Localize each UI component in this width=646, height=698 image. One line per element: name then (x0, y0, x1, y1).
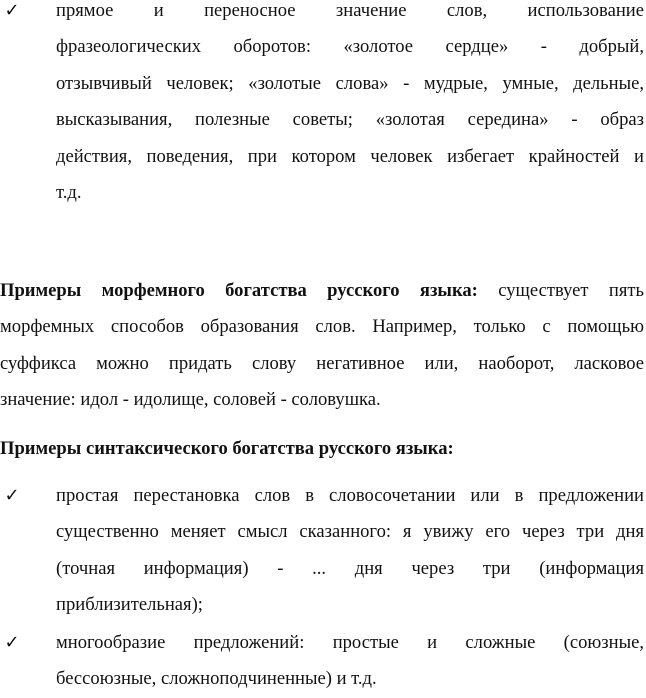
paragraph-line: бессоюзные, сложноподчиненные) и т.д. (56, 668, 377, 690)
paragraph-line: (точная информация) - ... дня через три (информация (56, 557, 644, 579)
bullet-item-word-order (0, 478, 644, 624)
morphemic-heading: Примеры морфемного богатства русского языка: (0, 280, 478, 301)
check-mark-icon: ✓ (4, 485, 20, 506)
bullet-item-sentence-variety (0, 625, 644, 698)
paragraph-line: действия, поведения, при котором человек избегает крайностей и (56, 145, 644, 167)
paragraph-line: высказывания, полезные советы; «золотая середина» - образ (56, 109, 644, 131)
paragraph-line: значение: идол - идолище, соловей - соловушка. (0, 389, 381, 411)
paragraph-line: приблизительная); (56, 594, 203, 616)
bullet-item-lexical (0, 0, 644, 211)
syntactic-heading: Примеры синтаксического богатства русского языка: (0, 438, 454, 459)
morphemic-paragraph (0, 273, 644, 419)
check-mark-icon: ✓ (4, 0, 20, 21)
paragraph-line: отзывчивый человек; «золотые слова» - мудрые, умные, дельные, (56, 72, 644, 94)
paragraph-line: фразеологических оборотов: «золотое сердце» - добрый, (56, 36, 644, 58)
paragraph-text: существует пять (498, 280, 644, 301)
paragraph-line (0, 273, 644, 309)
paragraph-line: простая перестановка слов в словосочетании или в предложении (56, 485, 644, 506)
paragraph-line: морфемных способов образования слов. Например, только с помощью (0, 316, 644, 338)
syntactic-section (0, 431, 644, 467)
paragraph-line: существенно меняет смысл сказанного: я увижу его через три дня (56, 521, 644, 543)
paragraph-line: прямое и переносное значение слов, использование (56, 0, 644, 21)
paragraph-line: т.д. (56, 181, 82, 203)
check-mark-icon: ✓ (4, 632, 20, 653)
paragraph-line: суффикса можно придать слову негативное или, наоборот, ласковое (0, 352, 644, 374)
paragraph-line: многообразие предложений: простые и сложные (союзные, (56, 632, 644, 653)
